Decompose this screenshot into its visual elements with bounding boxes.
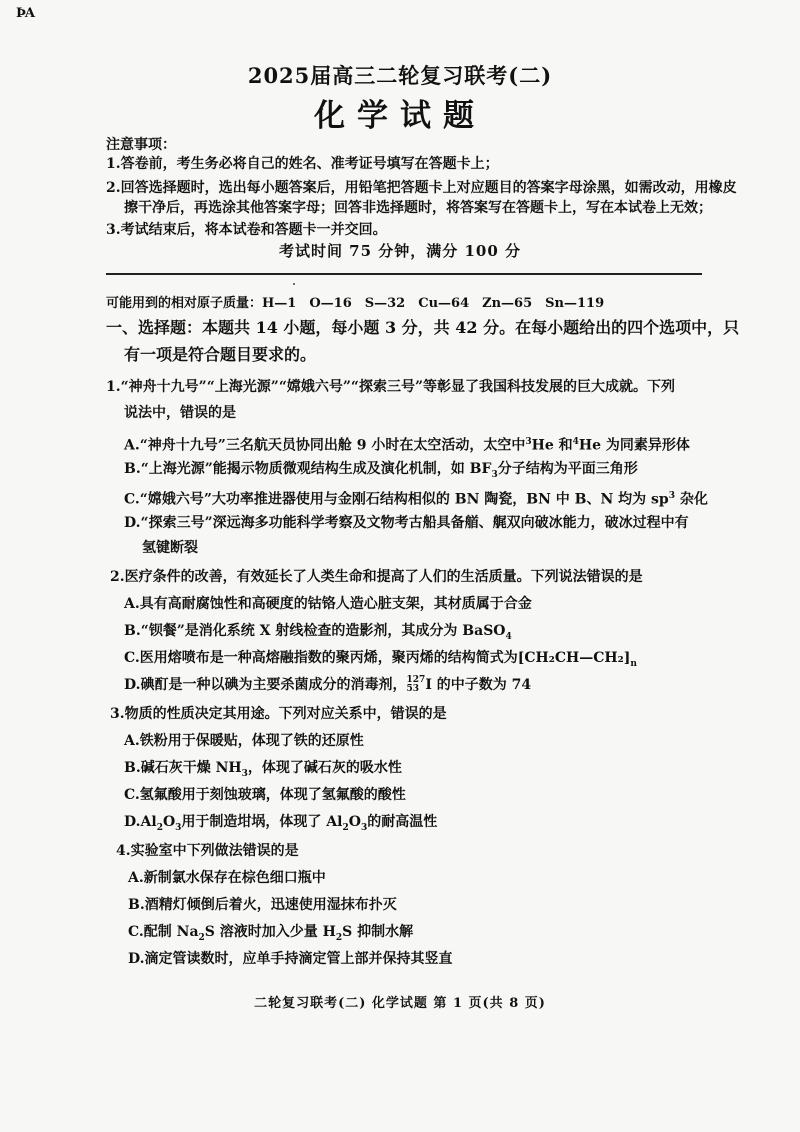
exam-subtitle: 2025届高三二轮复习联考(二): [247, 63, 553, 88]
q4-option-a: A.新制氯水保存在棕色细口瓶中: [128, 870, 326, 886]
q3-option-b: B.碱石灰干燥 $NH_3$，体现了碱石灰的吸水性: [124, 760, 402, 779]
section-1-heading: 一、选择题：本题共 14 小题，每小题 3 分，共 42 分。在每小题给出的四个选项中，只: [106, 318, 740, 337]
divider: [106, 273, 702, 275]
q4-option-d: D.滴定管读数时，应单手持滴定管上部并保持其竖直: [128, 951, 453, 967]
q1-stem: 1.“神舟十九号”“上海光源”“嫦娥六号”“探索三号”等彰显了我国科技发展的巨大成就。下列: [106, 379, 676, 395]
scan-dot: [293, 283, 295, 285]
q3-option-a: A.铁粉用于保暖贴，体现了铁的还原性: [124, 733, 364, 749]
notice-item-3: 3.考试结束后，将本试卷和答题卡一并交回。: [106, 222, 387, 238]
q1-stem-cont: 说法中，错误的是: [124, 405, 236, 421]
corner-mark: ÞA: [16, 6, 34, 21]
q1-option-c: C.“嫦娥六号”大功率推进器使用与金刚石结构相似的 BN 陶瓷，BN 中 B、N 均为 $sp^3$ 杂化: [124, 491, 708, 508]
q2-option-c: C.医用熔喷布是一种高熔融指数的聚丙烯，聚丙烯的结构简式为$[CH_2CH—CH_2]_n$: [124, 650, 637, 669]
q3-option-d: $D.Al_2O_3$用于制造坩埚，体现了 $Al_2O_3$的耐高温性: [124, 814, 438, 833]
atomic-masses: 可能用到的相对原子质量：H—1 O—16 S—32 Cu—64 Zn—65 Sn—119: [106, 296, 605, 311]
exam-time: 考试时间 75 分钟，满分 100 分: [278, 242, 522, 260]
section-1-heading-cont: 有一项是符合题目要求的。: [124, 345, 317, 364]
q1-option-d: D.“探索三号”深远海多功能科学考察及文物考古船具备艏、艉双向破冰能力，破冰过程中有: [124, 515, 689, 531]
q2-option-a: A.具有高耐腐蚀性和高硬度的钴铬人造心脏支架，其材质属于合金: [124, 596, 532, 612]
q2-stem: 2.医疗条件的改善，有效延长了人类生命和提高了人们的生活质量。下列说法错误的是: [110, 569, 643, 585]
exam-title: 化学试题: [314, 98, 486, 134]
q4-option-b: B.酒精灯倾倒后着火，迅速使用湿抹布扑灭: [128, 897, 397, 913]
polypropylene-formula: [CH₂CH—CH₂]: [517, 650, 631, 666]
q3-option-c: C.氢氟酸用于刻蚀玻璃，体现了氢氟酸的酸性: [124, 787, 406, 803]
q2-option-d: D.碘酊是一种以碘为主要杀菌成分的消毒剂， 127 53 I 的中子数为 74: [124, 675, 532, 694]
notice-heading: 注意事项：: [106, 137, 176, 153]
q1-option-a: A.“神舟十九号”三名航天员协同出舱 9 小时在太空活动，太空中$^3$He 和$^4$He 为同素异形体: [124, 437, 690, 454]
q1-option-d-cont: 氢键断裂: [142, 540, 198, 556]
page-footer: 二轮复习联考(二) 化学试题 第 1 页(共 8 页): [254, 996, 546, 1011]
notice-item-1: 1.答卷前，考生务必将自己的姓名、准考证号填写在答题卡上；: [106, 156, 499, 172]
q2-option-b: B.“钡餐”是消化系统 X 射线检查的造影剂，其成分为 BaSO$_4$: [124, 623, 512, 642]
q4-option-c: C.配制 $Na_2S$ 溶液时加入少量 $H_2S$ 抑制水解: [128, 924, 414, 943]
q1-option-b: B.“上海光源”能揭示物质微观结构生成及演化机制，如 $BF_3$分子结构为平面三角形: [124, 461, 638, 480]
notice-item-2-cont: 擦干净后，再选涂其他答案字母；回答非选择题时，将答案写在答题卡上，写在本试卷上无效；: [124, 200, 712, 216]
notice-item-2: 2.回答选择题时，选出每小题答案后，用铅笔把答题卡上对应题目的答案字母涂黑，如需改动，用橡皮: [106, 180, 737, 196]
q4-stem: 4.实验室中下列做法错误的是: [116, 843, 299, 859]
q3-stem: 3.物质的性质决定其用途。下列对应关系中，错误的是: [110, 706, 447, 722]
